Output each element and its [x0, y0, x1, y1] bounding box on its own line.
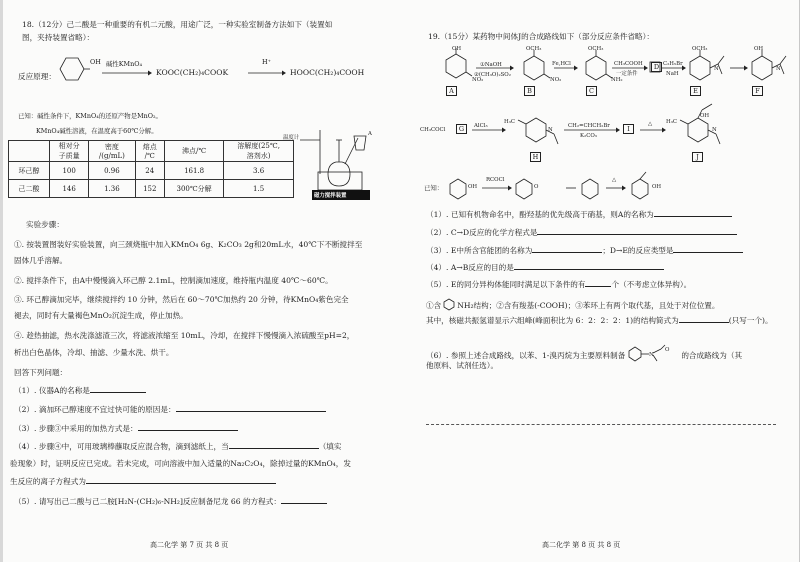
reaction-arrow-2 [248, 70, 286, 76]
header-solubility: 溶解度(25℃, [237, 142, 280, 150]
step-1a: ①. 按装置图装好实验装置，向三颈烧瓶中加入KMnO₄ 6g、K₂CO₃ 2g和20mL水，40℃下不断搅拌至 [14, 240, 363, 249]
q19-sub-2: （2）. C→D反应的化学方程式是 [426, 228, 737, 237]
reagent-c2h5br: C₂H₅Br [663, 61, 683, 67]
oh-label: OH [90, 58, 101, 66]
reaction-acid: H⁺ [262, 58, 271, 66]
reaction-product-1: KOOC(CH₂)₄COOK [156, 68, 229, 77]
q19-sub-6-cont: 他原料、试剂任选）。 [426, 361, 499, 370]
table-header-row: 相对分 子质量 密度 /(g/mL) 熔点 /℃ 沸点/℃ 溶解度(25℃, 溶剂水) [9, 141, 294, 162]
right-footer: 高二化学 第 8 页 共 8 页 [542, 541, 621, 549]
answer-blank-19-3a[interactable] [532, 252, 602, 253]
answer-blank-19-5b[interactable] [679, 322, 729, 323]
answer-blank-4c[interactable] [86, 483, 276, 484]
table-row: 环己醇 100 0.96 24 161.8 3.6 [9, 162, 294, 180]
sub-question-1: （1）. 仪器A的名称是 [14, 386, 146, 395]
steps-label: 实验步骤： [26, 220, 64, 229]
label-j: J [692, 152, 703, 162]
reagent-step2: ②(CH₃O)₂SO₂ [474, 72, 511, 78]
reaction-product-2: HOOC(CH₂)₄COOH [290, 68, 365, 77]
known-2: KMnO₄碱性溶液，在温度高于60℃分解。 [36, 127, 158, 135]
q19-condition-1: ①含 NH₂结构；②含有羧基(-COOH)；③苯环上有两个取代基，且处于对位位置。 [426, 301, 720, 310]
property-table [8, 140, 294, 198]
right-page [400, 0, 800, 562]
scan-edge [0, 0, 3, 562]
h-n: N [548, 127, 553, 133]
q18-title-cont: 图，夹持装置省略）： [22, 33, 95, 42]
reaction-arrow-1 [102, 70, 152, 76]
reagent-alcl3: AlCl₃ [474, 123, 488, 129]
label-d: D [651, 62, 662, 72]
stirrer-label: 磁力搅拌装置 [314, 193, 347, 199]
q19-sub-3: （3）. E中所含官能团的名称为 ；D→E的反应类型是 [426, 246, 743, 255]
answer-blank-19-1[interactable] [654, 216, 732, 217]
answer-blank-19-5[interactable] [585, 286, 611, 287]
label-h: H [530, 152, 541, 162]
target-n-label: N [649, 352, 655, 358]
f-n: N [776, 66, 781, 72]
header-mw: 相对分 [58, 142, 80, 150]
label-f: F [752, 86, 763, 96]
step-4a: ④. 趁热抽滤，热水洗涤滤渣三次，将滤液浓缩至 10mL，冷却，在搅拌下慢慢滴入浓硫酸至pH=2， [14, 331, 355, 340]
reagent-step1: ①NaOH [480, 62, 502, 68]
answer-line-19-6[interactable] [426, 424, 776, 425]
known-reaction-scheme [446, 172, 686, 202]
sub-question-4a: （4）. 步骤④中，可用玻璃棒蘸取反应混合物，滴到滤纸上，当 （填实 [14, 442, 342, 451]
c-nh2: NH₂ [611, 77, 623, 83]
label-c: C [586, 86, 597, 96]
a-no2: NO₂ [472, 77, 484, 83]
left-footer: 高二化学 第 7 页 共 8 页 [150, 541, 229, 549]
label-a: A [446, 86, 457, 96]
reaction-label: 反应原理： [18, 72, 56, 81]
reaction-reagent: 碱性KMnO₄ [106, 60, 143, 68]
header-bp: 沸点/℃ [181, 147, 207, 155]
answer-blank-4a[interactable] [229, 448, 319, 449]
synthesis-scheme-row-2 [406, 110, 796, 170]
q19-title: 19.（15分）某药物中间体J的合成路线如下（部分反应条件省略）： [428, 32, 655, 41]
q18-title: 18.（12分）己二酸是一种重要的有机二元酸，用途广泛，一种实验室制备方法如下（装置如 [22, 20, 333, 29]
reagent-nah: NaH [666, 71, 679, 77]
target-molecule-structure [625, 345, 681, 361]
known-label: 已知： [424, 184, 444, 192]
benzene-ring-icon [441, 299, 457, 309]
e-n: N [714, 66, 719, 72]
table-row: 己二酸 146 1.36 152 300℃分解 1.5 [9, 180, 294, 198]
reagent-ch3cooh: CH₃COOH [614, 61, 643, 67]
known-rcocl: RCOCl [486, 177, 505, 183]
e-och3: OCH₃ [692, 46, 708, 52]
q19-sub-1: （1）. 已知有机物命名中，酚羟基的优先级高于硝基，则A的名称为 [426, 210, 732, 219]
known-oh: OH [468, 184, 478, 190]
header-density: 密度 [104, 143, 119, 151]
known-o: O [534, 184, 539, 190]
known-product-oh: OH [652, 184, 662, 190]
b-no2: NO₂ [550, 77, 562, 83]
label-g: G [456, 124, 467, 134]
q19-sub-5: （5）. E的同分异构体能同时满足以下条件的有 个（不考虑立体异构）。 [426, 280, 692, 289]
j-n: N [712, 127, 717, 133]
answer-label: 回答下列问题： [14, 368, 68, 377]
step-2a: ②. 搅拌条件下，由A中慢慢滴入环己醇 2.1mL，控制滴加速度，维持瓶内温度 40℃～60℃。 [14, 276, 333, 285]
j-oh: OH [700, 113, 710, 119]
step-1b: 固体几乎溶解。 [14, 256, 68, 265]
label-e: E [690, 86, 701, 96]
h-h3c: H₃C [504, 119, 515, 125]
label-b: B [524, 86, 535, 96]
answer-blank-1[interactable] [90, 392, 146, 393]
known-heat: △ [612, 177, 617, 183]
sub-question-4b: 验现象）时，证明反应已完成。若未完成，可向溶液中加入适量的Na₂C₂O₄，除掉过量的KMnO₄，发 [10, 459, 351, 468]
reagent-ch3cocl: CH₃COCl [420, 127, 446, 133]
answer-blank-2[interactable] [176, 411, 326, 412]
answer-blank-19-4[interactable] [514, 269, 664, 270]
reagent-cond: 一定条件 [616, 71, 638, 77]
sub-question-5: （5）. 请写出己二酸与己二胺[H₂N-(CH₂)₆-NH₂]反应制备尼龙 66 的方程式： [14, 497, 327, 506]
sub-question-2: （2）. 滴加环己醇速度不宜过快可能的原因是： [14, 405, 326, 414]
answer-blank-5[interactable] [281, 503, 327, 504]
j-h3c: H₃C [666, 119, 677, 125]
a-oh: OH [452, 46, 462, 52]
answer-blank-19-3b[interactable] [673, 252, 743, 253]
step-3b: 褪去，同时有大量褐色MnO₂沉淀生成，停止加热。 [14, 311, 188, 320]
reagent-heat: △ [648, 121, 653, 127]
f-oh: OH [754, 46, 764, 52]
funnel-a-label: A [368, 131, 372, 137]
reagent-allyl: CH₂=CHCH₂Br [568, 123, 610, 129]
target-o-label: O [665, 347, 670, 353]
reagent-k2co3: K₂CO₃ [580, 133, 597, 139]
thermometer-label: 温度计 [283, 135, 300, 141]
known-1: 已知：碱性条件下，KMnO₄的还原产物是MnO₂。 [18, 112, 162, 120]
header-mp: 熔点 [142, 143, 157, 151]
reagent-fe-hcl: Fe,HCl [552, 61, 571, 67]
step-4b: 析出白色晶体，冷却、抽滤、少量水洗、烘干。 [14, 348, 174, 357]
sub-question-3: （3）. 步骤③中采用的加热方式是： [14, 424, 238, 433]
sub-question-4c: 生反应的离子方程式为 [10, 477, 276, 486]
label-i: I [623, 124, 634, 134]
q19-condition-2: 其中，核磁共振氢谱显示六组峰(峰面积比为 6：2：2：2：1)的结构简式为 (只写一个)。 [426, 316, 773, 325]
answer-blank-3[interactable] [138, 430, 238, 431]
step-3a: ③. 环己醇滴加完毕，继续搅拌约 10 分钟，然后在 60～70℃加热约 20 分钟，待KMnO₄紫色完全 [14, 295, 349, 304]
c-och3: OCH₃ [588, 46, 604, 52]
b-och3: OCH₃ [526, 46, 542, 52]
q19-sub-6: （6）. 参照上述合成路线，以苯、1-溴丙烷为主要原料制备 N O 的合成路线为（其 [426, 347, 743, 360]
answer-blank-19-2[interactable] [537, 234, 737, 235]
q19-sub-4: （4）. A→B反应的目的是 [426, 263, 664, 272]
